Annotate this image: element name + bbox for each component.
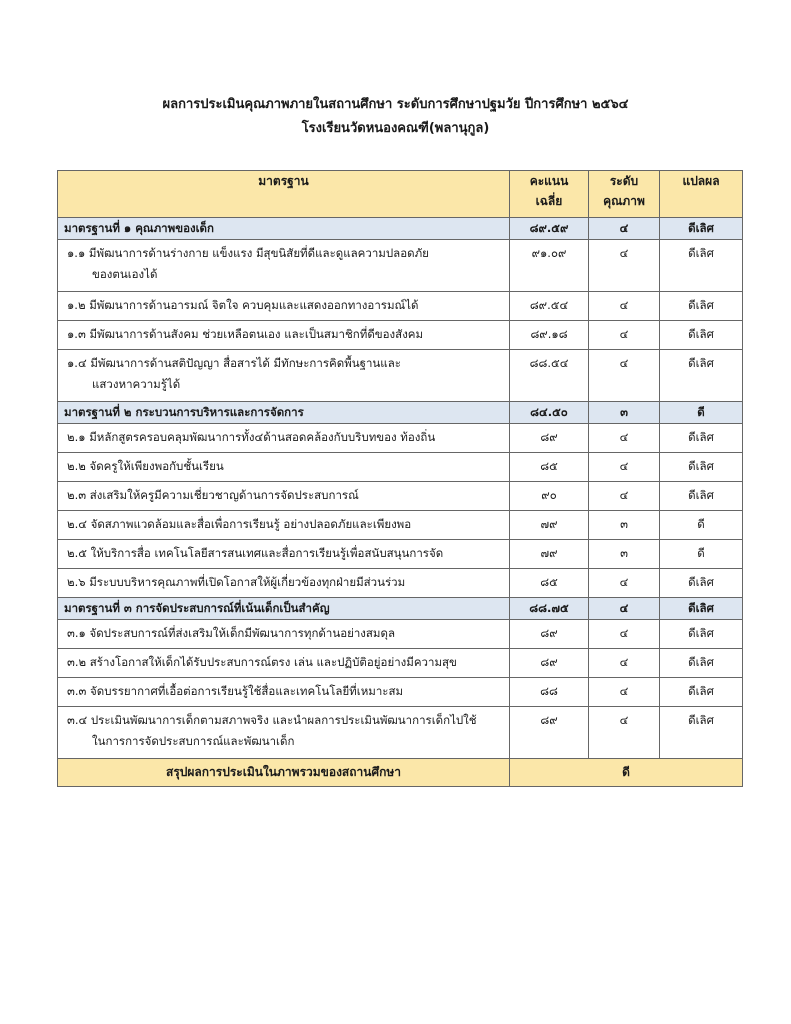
- header-row: [58, 171, 743, 218]
- indicator-level: ๔: [589, 350, 660, 402]
- indicator-score: ๗๙: [510, 511, 589, 540]
- indicator-line1: ๒.๓ ส่งเสริมให้ครูมีความเชี่ยวชาญด้านการจัดประสบการณ์: [67, 488, 359, 502]
- indicator-line2: ในการการจัดประสบการณ์และพัฒนาเด็ก: [92, 734, 295, 748]
- indicator-score: ๘๙: [510, 424, 589, 453]
- indicator-text: [58, 292, 510, 321]
- indicator-result: ดีเลิศ: [660, 620, 743, 649]
- indicator-score: ๘๕: [510, 453, 589, 482]
- indicator-line1: ๓.๑ จัดประสบการณ์ที่ส่งเสริมให้เด็กมีพัฒนาการทุกด้านอย่างสมดุล: [67, 626, 396, 640]
- document-title: ผลการประเมินคุณภาพภายในสถานศึกษา ระดับการศึกษาปฐมวัย ปีการศึกษา ๒๕๖๔: [162, 97, 629, 112]
- indicator-text: [58, 482, 510, 511]
- indicator-level: ๔: [589, 707, 660, 759]
- indicator-score: ๘๘: [510, 678, 589, 707]
- indicator-text: [58, 424, 510, 453]
- indicator-line1: ๓.๓ จัดบรรยากาศที่เอื้อต่อการเรียนรู้ใช้สื่อและเทคโนโลยีที่เหมาะสม: [67, 684, 404, 698]
- indicator-line1: ๒.๒ จัดครูให้เพียงพอกับชั้นเรียน: [67, 459, 224, 473]
- indicator-text: [58, 350, 510, 402]
- indicator-level: ๓: [589, 511, 660, 540]
- indicator-score: ๙๐: [510, 482, 589, 511]
- section-level: ๓: [589, 402, 660, 424]
- indicator-result: ดีเลิศ: [660, 482, 743, 511]
- summary-result: ดี: [510, 759, 743, 787]
- section-row: [58, 598, 743, 620]
- indicator-text: [58, 453, 510, 482]
- indicator-score: ๗๙: [510, 540, 589, 569]
- indicator-line2: ของตนเองได้: [92, 267, 158, 281]
- indicator-level: ๔: [589, 482, 660, 511]
- indicator-line1: ๑.๔ มีพัฒนาการด้านสติปัญญา สื่อสารได้ มีทักษะการคิดพื้นฐานและ: [67, 356, 401, 370]
- indicator-result: ดีเลิศ: [660, 292, 743, 321]
- section-title: มาตรฐานที่ ๓ การจัดประสบการณ์ที่เน้นเด็กเป็นสำคัญ: [58, 598, 510, 620]
- school-name: โรงเรียนวัดหนองคณฑี(พลานุกูล): [301, 121, 490, 136]
- table-body: [58, 218, 743, 759]
- indicator-line1: ๓.๔ ประเมินพัฒนาการเด็กตามสภาพจริง และนำผลการประเมินพัฒนาการเด็กไปใช้: [67, 713, 477, 727]
- table-row: [58, 649, 743, 678]
- section-score: ๘๘.๗๕: [510, 598, 589, 620]
- indicator-result: ดีเลิศ: [660, 453, 743, 482]
- summary-row: [58, 759, 743, 787]
- indicator-level: ๔: [589, 620, 660, 649]
- indicator-text: [58, 649, 510, 678]
- indicator-line1: ๓.๒ สร้างโอกาสให้เด็กได้รับประสบการณ์ตรง เล่น และปฏิบัติอยู่อย่างมีความสุข: [67, 655, 457, 669]
- indicator-text: [58, 620, 510, 649]
- header-score-line1: คะแนน: [529, 174, 569, 188]
- indicator-text: [58, 569, 510, 598]
- indicator-line2: แสวงหาความรู้ได้: [92, 377, 181, 391]
- table-row: [58, 678, 743, 707]
- indicator-level: ๔: [589, 240, 660, 292]
- indicator-result: ดี: [660, 511, 743, 540]
- indicator-result: ดีเลิศ: [660, 569, 743, 598]
- indicator-line1: ๒.๑ มีหลักสูตรครอบคลุมพัฒนาการทั้ง๔ด้านสอดคล้องกับบริบทของ ท้องถิ่น: [67, 430, 436, 444]
- table-row: [58, 240, 743, 292]
- section-title: มาตรฐานที่ ๒ กระบวนการบริหารและการจัดการ: [58, 402, 510, 424]
- indicator-result: ดีเลิศ: [660, 350, 743, 402]
- indicator-score: ๘๙: [510, 620, 589, 649]
- indicator-line1: ๑.๑ มีพัฒนาการด้านร่างกาย แข็งแรง มีสุขนิสัยที่ดีและดูแลความปลอดภัย: [67, 246, 429, 260]
- indicator-score: ๙๑.๐๙: [510, 240, 589, 292]
- indicator-result: ดีเลิศ: [660, 240, 743, 292]
- section-row: [58, 218, 743, 240]
- indicator-result: ดีเลิศ: [660, 321, 743, 350]
- indicator-level: ๔: [589, 649, 660, 678]
- indicator-line1: ๑.๒ มีพัฒนาการด้านอารมณ์ จิตใจ ควบคุมและแสดงออกทางอารมณ์ได้: [67, 298, 419, 312]
- header-result: แปลผล: [660, 171, 743, 218]
- section-result: ดี: [660, 402, 743, 424]
- indicator-level: ๓: [589, 540, 660, 569]
- section-title: มาตรฐานที่ ๑ คุณภาพของเด็ก: [58, 218, 510, 240]
- summary-label: สรุปผลการประเมินในภาพรวมของสถานศึกษา: [58, 759, 510, 787]
- indicator-line1: ๑.๓ มีพัฒนาการด้านสังคม ช่วยเหลือตนเอง และเป็นสมาชิกที่ดีของสังคม: [67, 327, 424, 341]
- indicator-text: [58, 540, 510, 569]
- indicator-level: ๔: [589, 424, 660, 453]
- section-level: ๔: [589, 598, 660, 620]
- table-row: [58, 540, 743, 569]
- header-score: [510, 171, 589, 218]
- indicator-text: [58, 321, 510, 350]
- section-level: ๔: [589, 218, 660, 240]
- table-row: [58, 453, 743, 482]
- indicator-result: ดีเลิศ: [660, 678, 743, 707]
- indicator-score: ๘๙: [510, 707, 589, 759]
- section-result: ดีเลิศ: [660, 598, 743, 620]
- indicator-score: ๘๘.๕๔: [510, 350, 589, 402]
- indicator-text: [58, 240, 510, 292]
- indicator-result: ดีเลิศ: [660, 707, 743, 759]
- table-row: [58, 292, 743, 321]
- indicator-level: ๔: [589, 678, 660, 707]
- indicator-score: ๘๕: [510, 569, 589, 598]
- table-row: [58, 321, 743, 350]
- table-row: [58, 707, 743, 759]
- indicator-result: ดี: [660, 540, 743, 569]
- section-result: ดีเลิศ: [660, 218, 743, 240]
- indicator-level: ๔: [589, 321, 660, 350]
- header-score-line2: เฉลี่ย: [535, 194, 563, 208]
- indicator-text: [58, 511, 510, 540]
- table-row: [58, 350, 743, 402]
- table-row: [58, 511, 743, 540]
- section-score: ๘๔.๕๐: [510, 402, 589, 424]
- table-row: [58, 620, 743, 649]
- header-level-line1: ระดับ: [609, 174, 639, 188]
- table-row: [58, 569, 743, 598]
- indicator-line1: ๒.๕ ให้บริการสื่อ เทคโนโลยีสารสนเทศและสื่อการเรียนรู้เพื่อสนับสนุนการจัด: [67, 546, 444, 560]
- indicator-result: ดีเลิศ: [660, 424, 743, 453]
- section-row: [58, 402, 743, 424]
- indicator-level: ๔: [589, 292, 660, 321]
- header-level-line2: คุณภาพ: [603, 194, 645, 208]
- indicator-result: ดีเลิศ: [660, 649, 743, 678]
- indicator-line1: ๒.๔ จัดสภาพแวดล้อมและสื่อเพื่อการเรียนรู้ อย่างปลอดภัยและเพียงพอ: [67, 517, 412, 531]
- indicator-text: [58, 678, 510, 707]
- evaluation-table: [57, 170, 743, 787]
- indicator-score: ๘๙: [510, 649, 589, 678]
- indicator-level: ๔: [589, 569, 660, 598]
- section-score: ๘๙.๕๙: [510, 218, 589, 240]
- table-row: [58, 482, 743, 511]
- indicator-text: [58, 707, 510, 759]
- indicator-level: ๔: [589, 453, 660, 482]
- header-level: [589, 171, 660, 218]
- header-standard: มาตรฐาน: [58, 171, 510, 218]
- indicator-score: ๘๙.๕๔: [510, 292, 589, 321]
- indicator-line1: ๒.๖ มีระบบบริหารคุณภาพที่เปิดโอกาสให้ผู้เกี่ยวข้องทุกฝ่ายมีส่วนร่วม: [67, 575, 406, 589]
- indicator-score: ๘๙.๑๘: [510, 321, 589, 350]
- table-row: [58, 424, 743, 453]
